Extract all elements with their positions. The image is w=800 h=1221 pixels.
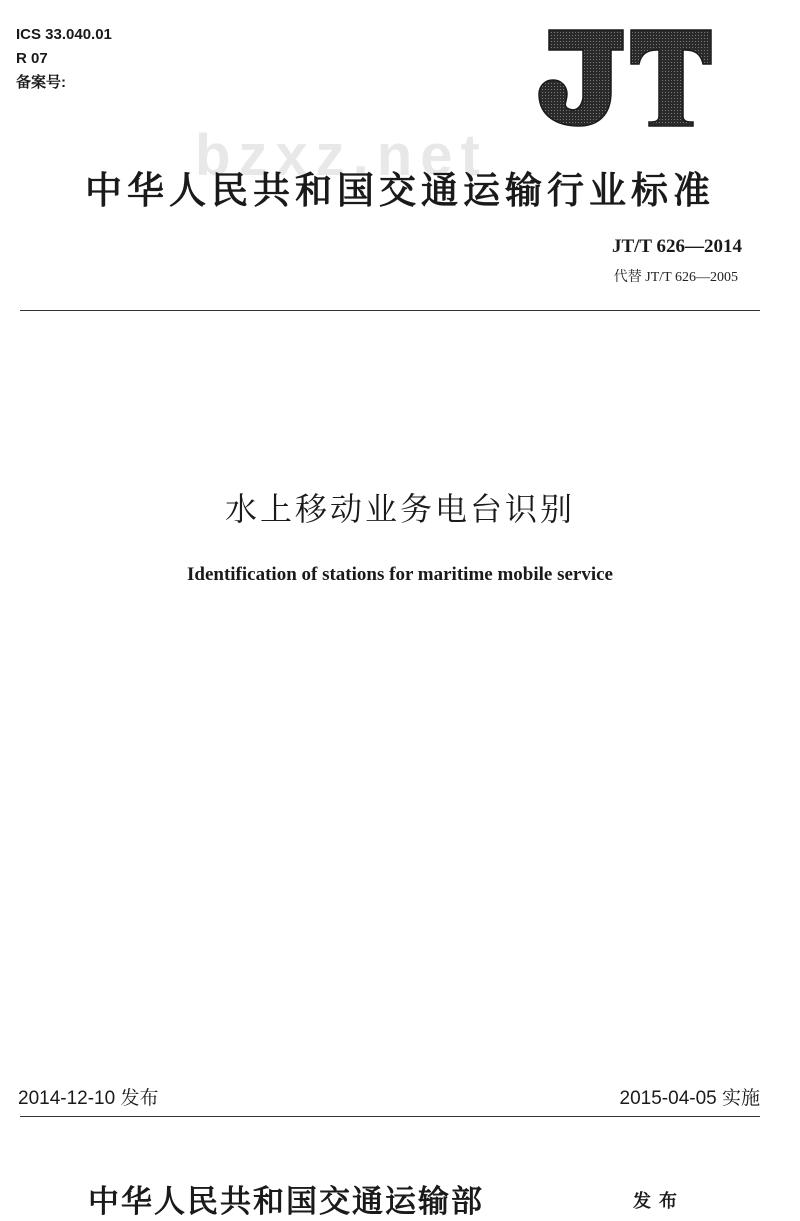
publish-label: 发布 [633,1191,685,1212]
watermark: bzxz.net [195,123,488,188]
publisher-name: 中华人民共和国交通运输部 [88,1184,484,1220]
bottom-divider [20,1116,760,1117]
jt-logo [535,28,713,128]
issue-date: 2014-12-10 发布 [18,1088,159,1109]
top-divider [20,310,760,311]
document-title-zh: 水上移动业务电台识别 [224,490,575,528]
record-number-label: 备案号: [16,74,66,91]
category-code: R 07 [16,50,48,67]
ics-code: ICS 33.040.01 [16,26,112,43]
effective-date: 2015-04-05 实施 [619,1088,760,1109]
document-title-en: Identification of stations for maritime mobile service [186,564,613,585]
standard-number: JT/T 626—2014 [611,236,742,257]
replaces-standard: 代替 JT/T 626—2005 [613,270,738,285]
standard-type-title: 中华人民共和国交通运输行业标准 [85,169,715,212]
